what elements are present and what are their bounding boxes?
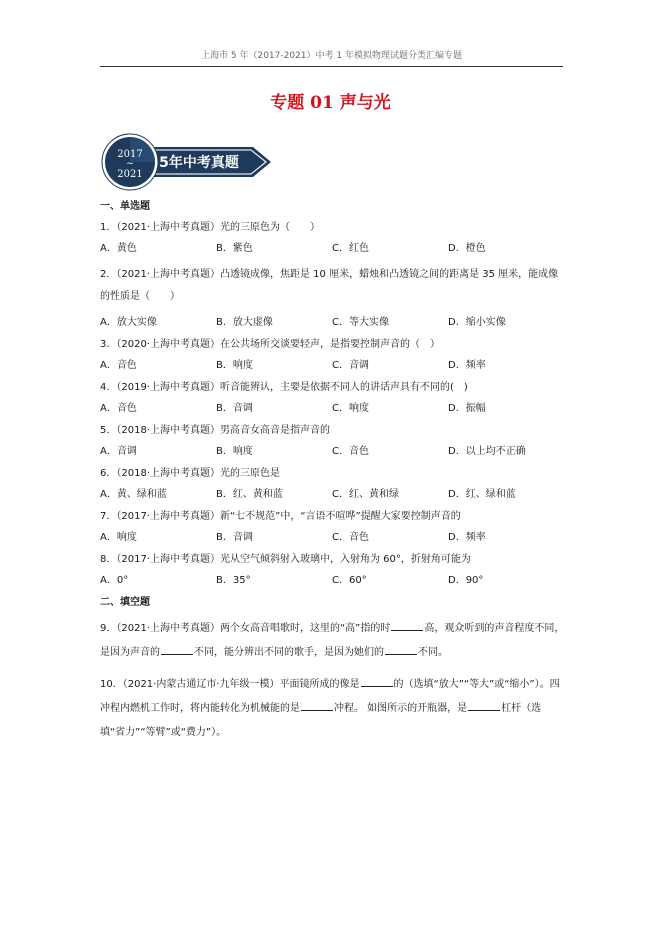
question-content [100, 200, 565, 753]
option-c: C．等大实像 [332, 317, 389, 328]
question-3 [100, 338, 565, 351]
question-2 [100, 264, 565, 308]
option-row [100, 531, 565, 544]
option-b: B．响度 [216, 360, 253, 371]
question-stem [100, 617, 565, 665]
option-c: C．60° [332, 575, 367, 586]
stem-part: 杠杆（选填“省力”“等臂”或“费力”）。 [100, 703, 542, 738]
question-stem: 2．（2021·上海中考真题）凸透镜成像，焦距是 10 厘米，蜡烛和凸透镜之间的距离是 35 厘米，能成像的性质是（ ） [100, 269, 559, 302]
answer-blank[interactable] [301, 699, 333, 711]
option-row [100, 574, 565, 587]
option-row [100, 359, 565, 372]
stem-part: 9．（2021·上海中考真题）两个女高音唱歌时，这里的“高”指的时 [100, 623, 391, 634]
question-stem: 3．（2020·上海中考真题）在公共场所交谈要轻声，是指要控制声音的（ ） [100, 339, 440, 350]
option-d: D．频率 [448, 360, 486, 371]
option-a: A．黄色 [100, 243, 137, 254]
option-c: C．红色 [332, 243, 369, 254]
question-stem: 4．（2019·上海中考真题）听音能辨认，主要是依据不同人的讲话声具有不同的( ) [100, 382, 468, 393]
option-a: A．响度 [100, 532, 137, 543]
option-d: D．振幅 [448, 403, 486, 414]
question-8 [100, 553, 565, 566]
answer-blank[interactable] [361, 675, 393, 687]
option-a: A．音色 [100, 403, 137, 414]
option-row [100, 445, 565, 458]
option-d: D．橙色 [448, 243, 486, 254]
question-stem: 8．（2017·上海中考真题）光从空气倾斜射入玻璃中，入射角为 60°，折射角可能为 [100, 554, 471, 565]
stem-part: 冲程。 如图所示的开瓶器，是 [334, 703, 468, 714]
option-a: A．音色 [100, 360, 137, 371]
section-title-fill-in: 二、填空题 [100, 597, 150, 608]
question-9 [100, 617, 565, 665]
question-1 [100, 221, 565, 234]
stem-part: 不同，能分辨出不同的歌手，是因为她们的 [194, 647, 384, 658]
option-b: B．放大虚像 [216, 317, 273, 328]
option-c: C．红、黄和绿 [332, 489, 399, 500]
header-divider [100, 66, 563, 67]
option-row [100, 402, 565, 415]
section-title-single-choice: 一、单选题 [100, 201, 150, 212]
answer-blank[interactable] [391, 619, 423, 631]
question-stem: 6．（2018·上海中考真题）光的三原色是 [100, 468, 280, 479]
badge-graphic [101, 133, 273, 191]
stem-part: 不同。 [418, 647, 448, 658]
page-title: 专题 01 声与光 [270, 93, 391, 113]
option-b: B．紫色 [216, 243, 253, 254]
question-stem: 5．（2018·上海中考真题）男高音女高音是指声音的 [100, 425, 330, 436]
stem-part: 的（选填“放大”“等大”或“缩小”）。四冲程内燃机工作时，将内能转化为机械能的是 [100, 679, 560, 714]
option-a: A．音调 [100, 446, 137, 457]
option-row [100, 242, 565, 255]
option-c: C．响度 [332, 403, 369, 414]
option-d: D．以上均不正确 [448, 446, 526, 457]
answer-blank[interactable] [385, 643, 417, 655]
option-d: D．缩小实像 [448, 317, 506, 328]
question-stem: 1．（2021·上海中考真题）光的三原色为（ ） [100, 222, 320, 233]
question-10 [100, 673, 565, 745]
stem-part: 高，观众听到的声音程度不同，是因为声音的 [100, 623, 565, 658]
option-b: B．红、黄和蓝 [216, 489, 283, 500]
option-b: B．35° [216, 575, 251, 586]
option-d: D．红、绿和蓝 [448, 489, 516, 500]
option-a: A．放大实像 [100, 317, 157, 328]
badge-year-end: 2021 [117, 169, 143, 180]
question-6 [100, 467, 565, 480]
question-4 [100, 381, 565, 394]
stem-part: 10．（2021·内蒙古通辽市·九年级一模）平面镜所成的像是 [100, 679, 360, 690]
option-a: A．0° [100, 575, 129, 586]
option-b: B．响度 [216, 446, 253, 457]
option-b: B．音调 [216, 532, 253, 543]
answer-blank[interactable] [468, 699, 500, 711]
question-stem: 7．（2017·上海中考真题）新“七不规范”中，“言语不喧哗”提醒大家要控制声音的 [100, 511, 461, 522]
badge-year-start: 2017 [117, 149, 143, 160]
section-badge [101, 133, 273, 191]
page-header: 上海市 5 年（2017-2021）中考 1 年模拟物理试题分类汇编专题 [201, 51, 462, 61]
option-c: C．音调 [332, 360, 369, 371]
option-a: A．黄、绿和蓝 [100, 489, 167, 500]
option-d: D．90° [448, 575, 484, 586]
option-c: C．音色 [332, 446, 369, 457]
question-5 [100, 424, 565, 437]
badge-year-separator: ~ [126, 159, 134, 169]
option-d: D．频率 [448, 532, 486, 543]
answer-blank[interactable] [161, 643, 193, 655]
option-b: B．音调 [216, 403, 253, 414]
badge-label: 5年中考真题 [159, 155, 239, 171]
option-c: C．音色 [332, 532, 369, 543]
question-stem [100, 673, 565, 745]
option-row [100, 316, 565, 329]
question-7 [100, 510, 565, 523]
option-row [100, 488, 565, 501]
